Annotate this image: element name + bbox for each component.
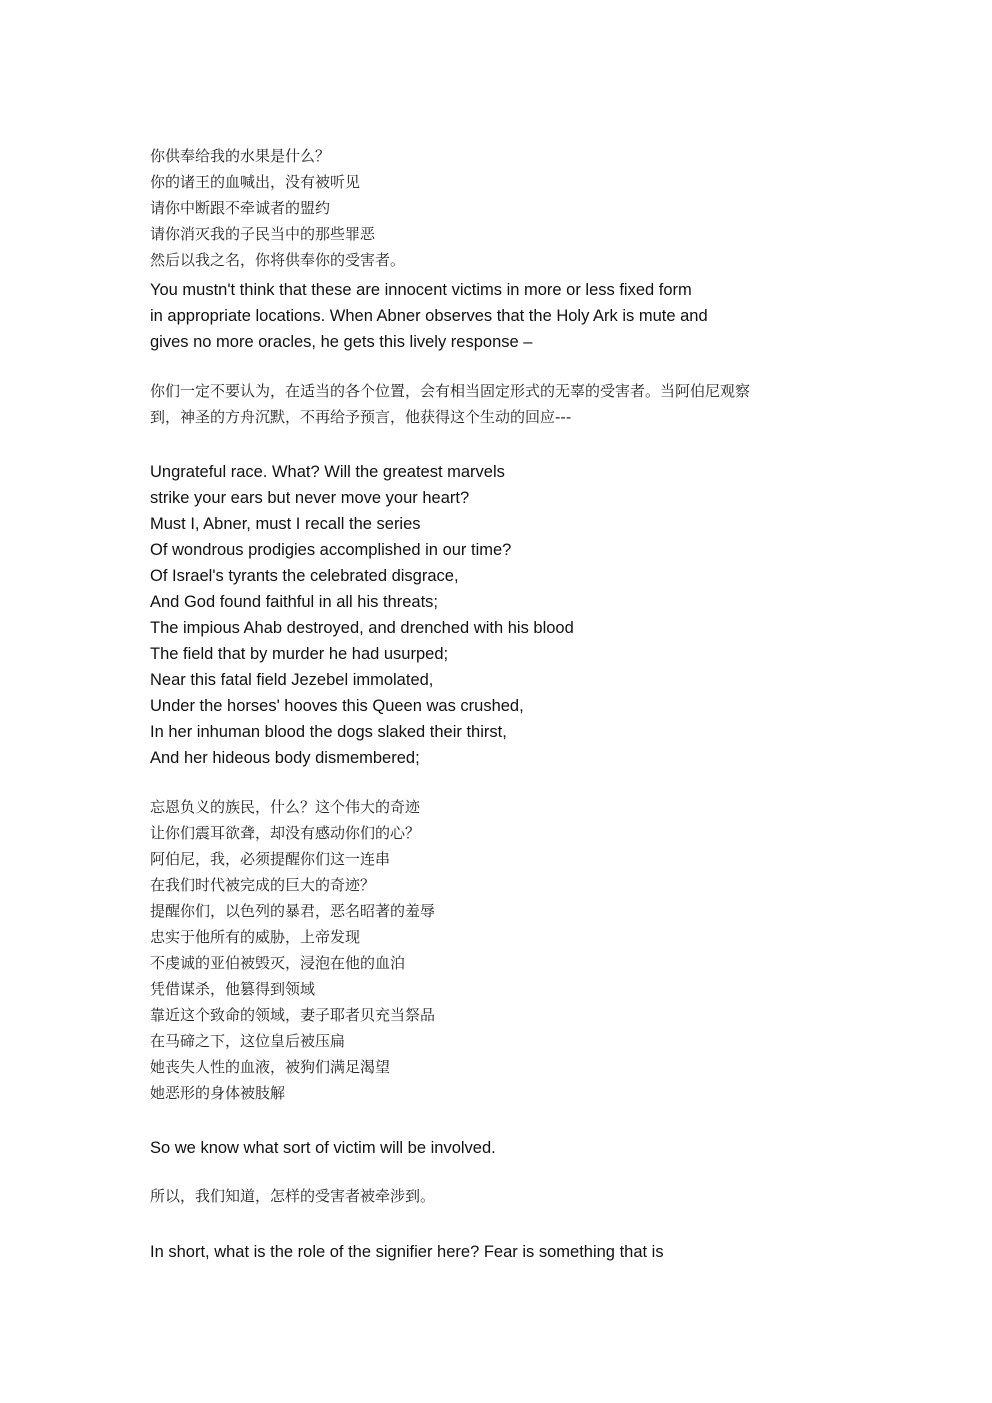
- poem-line: The impious Ahab destroyed, and drenched with his blood: [150, 619, 574, 637]
- poem-line: strike your ears but never move your heart?: [150, 489, 470, 507]
- text-line: 请你消灭我的子民当中的那些罪恶: [150, 225, 376, 243]
- poem-line: 让你们震耳欲聋，却没有感动你们的心？: [150, 824, 421, 842]
- english-paragraph-innocent-victims: [150, 277, 708, 355]
- text-line: gives no more oracles, he gets this lively response –: [150, 333, 533, 351]
- text-line: 你的诸王的血喊出，没有被听见: [150, 173, 361, 191]
- chinese-verse-block: [150, 143, 405, 273]
- poem-line: 她恶形的身体被肢解: [150, 1084, 286, 1102]
- english-line-signifier: [150, 1239, 664, 1265]
- poem-line: 她丧失人性的血液，被狗们满足渴望: [150, 1058, 391, 1076]
- text-line: So we know what sort of victim will be involved.: [150, 1139, 496, 1157]
- poem-line: And her hideous body dismembered;: [150, 749, 420, 767]
- poem-line: Under the horses' hooves this Queen was crushed,: [150, 697, 524, 715]
- text-line: In short, what is the role of the signifier here? Fear is something that is: [150, 1243, 664, 1261]
- text-line: 请你中断跟不牵诚者的盟约: [150, 199, 331, 217]
- text-line: 所以，我们知道，怎样的受害者被牵涉到。: [150, 1187, 436, 1205]
- poem-line: 在马碲之下，这位皇后被压扁: [150, 1032, 346, 1050]
- text-line: 到，神圣的方舟沉默，不再给予预言，他获得这个生动的回应---: [150, 408, 572, 426]
- poem-line: 忠实于他所有的威胁，上帝发现: [150, 928, 361, 946]
- english-line-victim: [150, 1135, 496, 1161]
- text-line: You mustn't think that these are innocent victims in more or less fixed form: [150, 281, 692, 299]
- text-line: 你们一定不要认为，在适当的各个位置，会有相当固定形式的无辜的受害者。当阿伯尼观察: [150, 382, 751, 400]
- poem-line: In her inhuman blood the dogs slaked their thirst,: [150, 723, 507, 741]
- poem-line: Must I, Abner, must I recall the series: [150, 515, 421, 533]
- chinese-paragraph-innocent-victims: [150, 378, 750, 430]
- chinese-poem-block: [150, 794, 435, 1106]
- text-line: 然后以我之名，你将供奉你的受害者。: [150, 251, 406, 269]
- chinese-line-victim: [150, 1183, 435, 1209]
- poem-line: Of Israel's tyrants the celebrated disgrace,: [150, 567, 459, 585]
- poem-line: 阿伯尼，我，必须提醒你们这一连串: [150, 850, 391, 868]
- poem-line: The field that by murder he had usurped;: [150, 645, 449, 663]
- poem-line: Ungrateful race. What? Will the greatest marvels: [150, 463, 505, 481]
- poem-line: 提醒你们，以色列的暴君，恶名昭著的羞辱: [150, 902, 436, 920]
- text-line: in appropriate locations. When Abner observes that the Holy Ark is mute and: [150, 307, 708, 325]
- poem-line: Near this fatal field Jezebel immolated,: [150, 671, 434, 689]
- poem-line: Of wondrous prodigies accomplished in our time?: [150, 541, 512, 559]
- poem-line: 不虔诚的亚伯被毁灭，浸泡在他的血泊: [150, 954, 406, 972]
- text-line: 你供奉给我的水果是什么？: [150, 147, 331, 165]
- poem-line: 在我们时代被完成的巨大的奇迹？: [150, 876, 376, 894]
- english-poem-block: [150, 459, 574, 771]
- poem-line: And God found faithful in all his threats;: [150, 593, 439, 611]
- poem-line: 忘恩负义的族民，什么？这个伟大的奇迹: [150, 798, 421, 816]
- poem-line: 凭借谋杀，他篡得到领域: [150, 980, 316, 998]
- poem-line: 靠近这个致命的领域，妻子耶者贝充当祭品: [150, 1006, 436, 1024]
